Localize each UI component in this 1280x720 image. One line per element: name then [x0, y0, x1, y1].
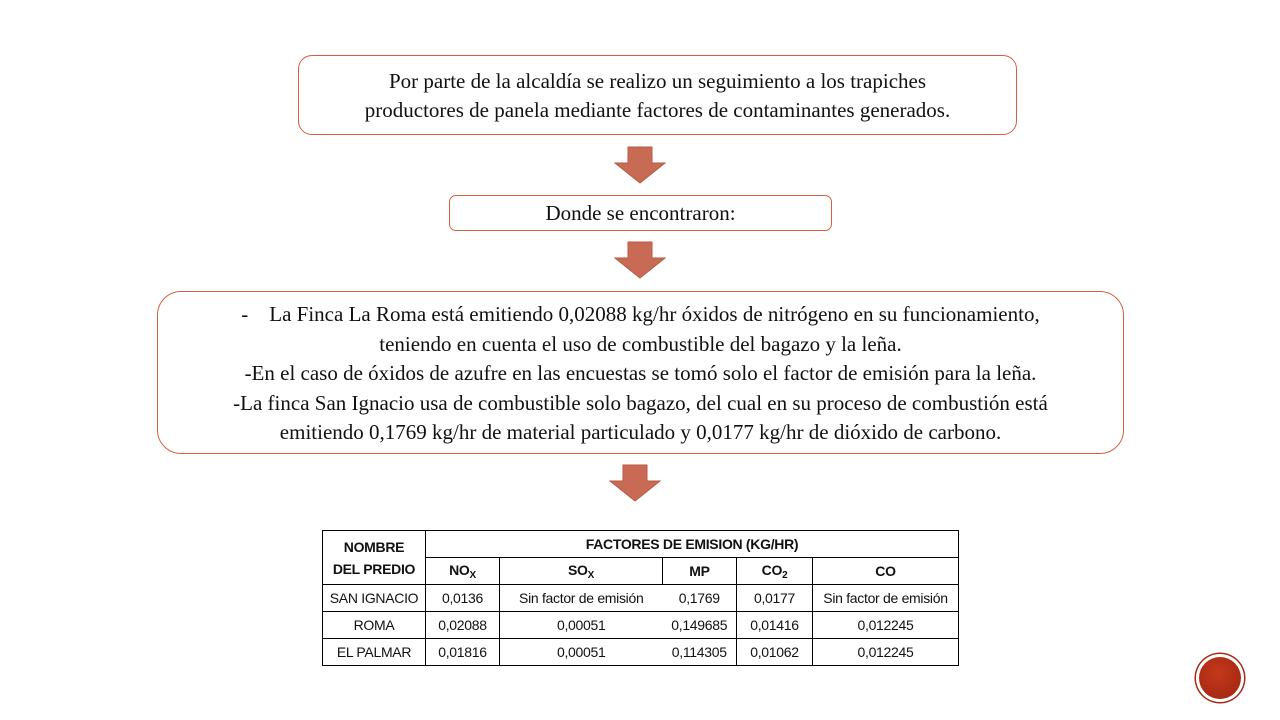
- table-cell: Sin factor de emisión: [813, 585, 959, 612]
- finding-line: - La Finca La Roma está emitiendo 0,02088 kg/hr óxidos de nitrógeno en su funcionamiento,: [241, 302, 1040, 326]
- header-predio-line2: DEL PREDIO: [332, 560, 416, 577]
- table-cell: 0,00051: [500, 639, 663, 666]
- intro-line-1: Por parte de la alcaldía se realizo un seguimiento a los trapiches: [388, 69, 927, 93]
- table-cell: 0,0177: [737, 585, 813, 612]
- intro-line-2: productores de panela mediante factores de contaminantes generados.: [364, 98, 951, 122]
- table-cell: 0,0136: [426, 585, 500, 612]
- table-row: [323, 639, 959, 666]
- found-label: Donde se encontraron:: [545, 201, 736, 225]
- col-nox: $NO_X$: [426, 558, 500, 585]
- col-sox: $SO_X$: [500, 558, 663, 585]
- table-cell: 0,01816: [426, 639, 500, 666]
- table-cell: 0,149685: [663, 612, 737, 639]
- finding-line: emitiendo 0,1769 kg/hr de material particulado y 0,0177 kg/hr de dióxido de carbono.: [279, 420, 1002, 444]
- header-predio: [323, 531, 426, 585]
- findings-box: [157, 291, 1124, 454]
- finding-line: -La finca San Ignacio usa de combustible solo bagazo, del cual en su proceso de combustión está: [233, 390, 1048, 415]
- next-slide-icon[interactable]: [1196, 654, 1244, 702]
- table-cell: 0,1769: [663, 585, 737, 612]
- table-cell: 0,01416: [737, 612, 813, 639]
- down-arrow-icon: [614, 241, 666, 279]
- col-co2: $CO_2$: [737, 558, 813, 585]
- intro-box: [298, 55, 1017, 135]
- header-predio-line1: NOMBRE: [343, 538, 405, 555]
- table-cell: SAN IGNACIO: [323, 585, 426, 612]
- table-cell: EL PALMAR: [323, 639, 426, 666]
- finding-line: teniendo en cuenta el uso de combustible del bagazo y la leña.: [379, 331, 902, 356]
- table-cell: 0,114305: [663, 639, 737, 666]
- table-cell: ROMA: [323, 612, 426, 639]
- table-cell: 0,012245: [813, 612, 959, 639]
- finding-line: -En el caso de óxidos de azufre en las encuestas se tomó solo el factor de emisión para la leña.: [244, 361, 1037, 385]
- table-cell: 0,02088: [426, 612, 500, 639]
- table-row: [323, 612, 959, 639]
- col-co: CO: [813, 558, 959, 585]
- col-mp: MP: [663, 558, 737, 585]
- table-cell: 0,012245: [813, 639, 959, 666]
- found-box: [449, 195, 832, 231]
- table-cell: Sin factor de emisión: [500, 585, 663, 612]
- emission-factors-table: [322, 530, 959, 666]
- down-arrow-icon: [609, 464, 661, 502]
- table-cell: 0,00051: [500, 612, 663, 639]
- header-group: FACTORES DE EMISION (KG/HR): [426, 531, 959, 558]
- table-cell: 0,01062: [737, 639, 813, 666]
- table-row: [323, 585, 959, 612]
- down-arrow-icon: [614, 146, 666, 184]
